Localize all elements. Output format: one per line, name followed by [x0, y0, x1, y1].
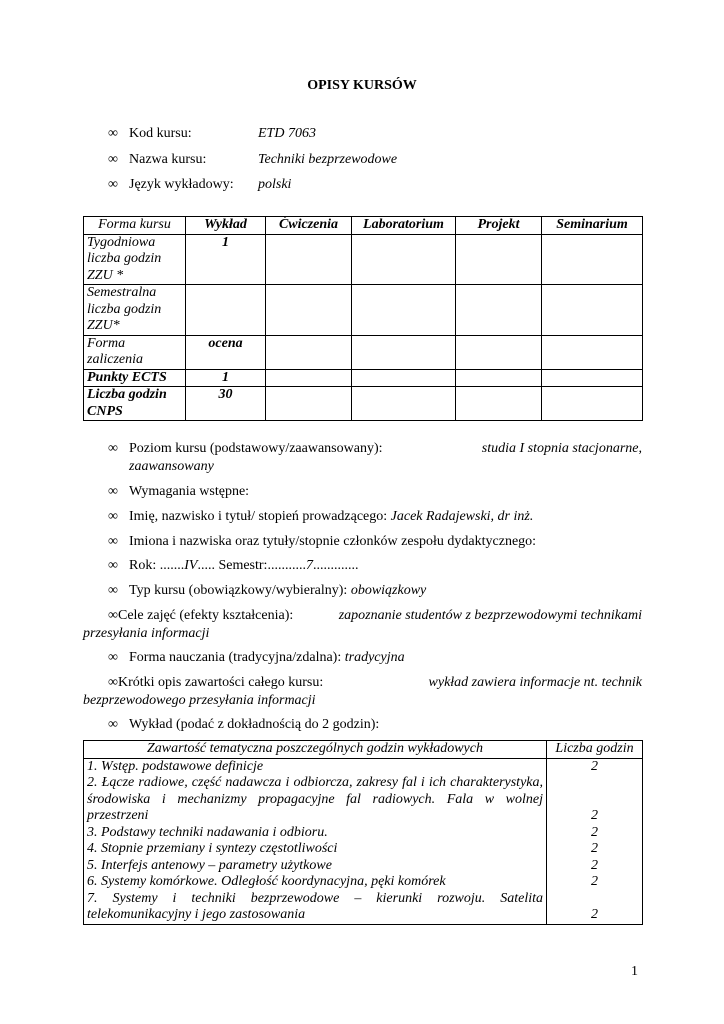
- language-value: polski: [258, 177, 292, 192]
- table-row: [84, 387, 643, 421]
- header-cell: Seminarium: [542, 217, 643, 235]
- empty-cell: [352, 369, 456, 387]
- topic-item: 5. Interfejs antenowy – parametry użytkowe: [87, 857, 332, 873]
- description-value: wykład zawiera informacje nt. technik: [428, 675, 642, 690]
- hours-value: 2: [591, 758, 598, 774]
- lecturer-line: [108, 508, 533, 526]
- label-line: ZZU *: [87, 267, 124, 283]
- empty-cell: [266, 369, 352, 387]
- header-cell: Laboratorium: [352, 217, 456, 235]
- topic-item: 2. Łącze radiowe, część nadawcza i odbiorcza, zakresy fal i ich charakterystyka, środowiska i mechanizmy propagacyjne fal radiowych. Fala w wolnej przestrzeni: [87, 775, 543, 823]
- row-label: [84, 369, 186, 387]
- description-label: Krótki opis zawartości całego kursu:: [117, 675, 324, 690]
- bullet-icon: ∞: [108, 441, 118, 456]
- empty-cell: [456, 285, 542, 336]
- hours-value: 2: [591, 874, 598, 889]
- header-cell: Projekt: [456, 217, 542, 235]
- year-value: IV: [184, 558, 198, 573]
- label-line: liczba godzin: [87, 301, 162, 317]
- course-code-line: [108, 125, 316, 143]
- hours-value: 2: [591, 841, 598, 856]
- empty-cell: [352, 335, 456, 369]
- bullet-icon: ∞: [108, 534, 118, 549]
- course-hours-table: [83, 216, 643, 421]
- description-paragraph: [83, 674, 642, 710]
- label-line: zaliczenia: [87, 352, 143, 367]
- empty-cell: [266, 387, 352, 421]
- header-cell: Zawartość tematyczna poszczególnych godzin wykładowych: [84, 741, 547, 759]
- course-name-line: [108, 151, 398, 169]
- page-number: 1: [631, 964, 638, 979]
- empty-cell: [542, 335, 643, 369]
- hours-cell: [547, 758, 643, 924]
- lecturer-value: Jacek Radajewski, dr inż.: [390, 509, 534, 524]
- header-cell: Wykład: [186, 217, 266, 235]
- lecture-label: Wykład (podać z dokładnością do 2 godzin):: [129, 717, 380, 732]
- level-value-cont: zaawansowany: [129, 459, 214, 474]
- bullet-icon: ∞: [108, 650, 118, 665]
- language-label: Język wykładowy:: [129, 177, 234, 192]
- goals-value-cont: przesyłania informacji: [83, 626, 210, 641]
- team-label: Imiona i nazwiska oraz tytuły/stopnie członków zespołu dydaktycznego:: [129, 534, 537, 549]
- course-type-label: Typ kursu (obowiązkowy/wybieralny):: [129, 583, 348, 598]
- course-code-label: Kod kursu:: [129, 126, 192, 141]
- goals-value: zapoznanie studentów z bezprzewodowymi technikami: [338, 608, 642, 623]
- bullet-icon: ∞: [108, 152, 118, 167]
- year-line: [108, 557, 358, 575]
- semester-dots: .............: [312, 558, 359, 573]
- table-header-row: [84, 217, 643, 235]
- table-header-row: [84, 741, 643, 759]
- label-line: Liczba godzin: [87, 387, 167, 402]
- hours-value: 2: [591, 824, 598, 840]
- topic-item: 4. Stopnie przemiany i syntezy częstotliwości: [87, 841, 338, 856]
- bullet-icon: ∞: [108, 558, 118, 573]
- course-type-line: [108, 582, 426, 600]
- goals-label: Cele zajęć (efekty kształcenia):: [117, 608, 294, 623]
- row-label: [84, 335, 186, 369]
- table-row: [84, 369, 643, 387]
- label-line: CNPS: [87, 403, 123, 419]
- team-line: [108, 533, 536, 551]
- language-line: [108, 176, 292, 194]
- semester-value: 7: [305, 558, 313, 573]
- topic-item: 6. Systemy komórkowe. Odległość koordynacyjna, pęki komórek: [87, 874, 446, 889]
- hours-value: 2: [591, 808, 598, 823]
- hours-value: 2: [591, 857, 598, 873]
- empty-cell: [266, 234, 352, 285]
- bullet-icon: ∞: [108, 177, 118, 192]
- wyklad-cell: [186, 285, 266, 336]
- topics-cell: [84, 758, 547, 924]
- empty-cell: [542, 387, 643, 421]
- empty-cell: [266, 335, 352, 369]
- label-line: liczba godzin: [87, 251, 162, 266]
- header-cell: Liczba godzin: [547, 741, 643, 759]
- bullet-icon: ∞: [108, 717, 118, 732]
- bullet-icon: ∞: [108, 675, 118, 690]
- wyklad-cell: ocena: [186, 335, 266, 369]
- table-row: [84, 758, 643, 924]
- header-cell: Ćwiczenia: [266, 217, 352, 235]
- lecture-topics-table: [83, 740, 643, 925]
- label-line: ZZU*: [87, 318, 120, 333]
- empty-cell: [456, 387, 542, 421]
- table-row: [84, 234, 643, 285]
- course-code-value: ETD 7063: [258, 126, 316, 141]
- row-label: [84, 234, 186, 285]
- wyklad-cell: 1: [186, 369, 266, 387]
- level-value: studia I stopnia stacjonarne,: [481, 441, 642, 456]
- bullet-icon: ∞: [108, 509, 118, 524]
- page-title: OPISY KURSÓW: [307, 78, 417, 93]
- description-value-cont: bezprzewodowego przesyłania informacji: [83, 693, 316, 708]
- teaching-form-label: Forma nauczania (tradycyjna/zdalna):: [129, 650, 342, 665]
- empty-cell: [456, 369, 542, 387]
- teaching-form-value: tradycyjna: [344, 650, 405, 665]
- course-type-value: obowiązkowy: [350, 583, 427, 598]
- table-row: [84, 285, 643, 336]
- hours-value: 2: [591, 907, 598, 922]
- topic-item: 1. Wstęp. podstawowe definicje: [87, 758, 264, 774]
- wyklad-cell: 1: [186, 234, 266, 285]
- empty-cell: [352, 387, 456, 421]
- course-name-label: Nazwa kursu:: [129, 152, 207, 167]
- year-label: Rok: .......: [129, 558, 185, 573]
- course-name-value: Techniki bezprzewodowe: [258, 152, 398, 167]
- teaching-form-line: [108, 649, 405, 667]
- empty-cell: [266, 285, 352, 336]
- topic-item: 3. Podstawy techniki nadawania i odbioru.: [87, 824, 328, 840]
- label-line: Punkty ECTS: [87, 369, 167, 385]
- empty-cell: [352, 234, 456, 285]
- bullet-icon: ∞: [108, 484, 118, 499]
- bullet-icon: ∞: [108, 608, 118, 623]
- bullet-icon: ∞: [108, 583, 118, 598]
- lecture-line: [108, 716, 379, 734]
- requirements-line: [108, 483, 249, 501]
- bullet-icon: ∞: [108, 126, 118, 141]
- empty-cell: [456, 234, 542, 285]
- empty-cell: [542, 285, 643, 336]
- label-line: Tygodniowa: [87, 234, 156, 250]
- empty-cell: [456, 335, 542, 369]
- topic-item: 7. Systemy i techniki bezprzewodowe – kierunki rozwoju. Satelita telekomunikacyjny i jego zastosowania: [87, 890, 543, 922]
- goals-paragraph: [83, 607, 642, 643]
- level-label: Poziom kursu (podstawowy/zaawansowany):: [129, 441, 383, 456]
- lecturer-label: Imię, nazwisko i tytuł/ stopień prowadzącego:: [129, 509, 388, 524]
- semester-label: ..... Semestr:...........: [197, 558, 306, 573]
- label-line: Forma: [87, 335, 126, 351]
- table-row: [84, 335, 643, 369]
- empty-cell: [542, 369, 643, 387]
- row-label: [84, 387, 186, 421]
- requirements-label: Wymagania wstępne:: [129, 484, 250, 499]
- row-label: [84, 285, 186, 336]
- label-line: Semestralna: [87, 285, 157, 300]
- empty-cell: [352, 285, 456, 336]
- level-line: [108, 440, 642, 476]
- header-cell: Forma kursu: [84, 217, 186, 235]
- empty-cell: [542, 234, 643, 285]
- wyklad-cell: 30: [186, 387, 266, 421]
